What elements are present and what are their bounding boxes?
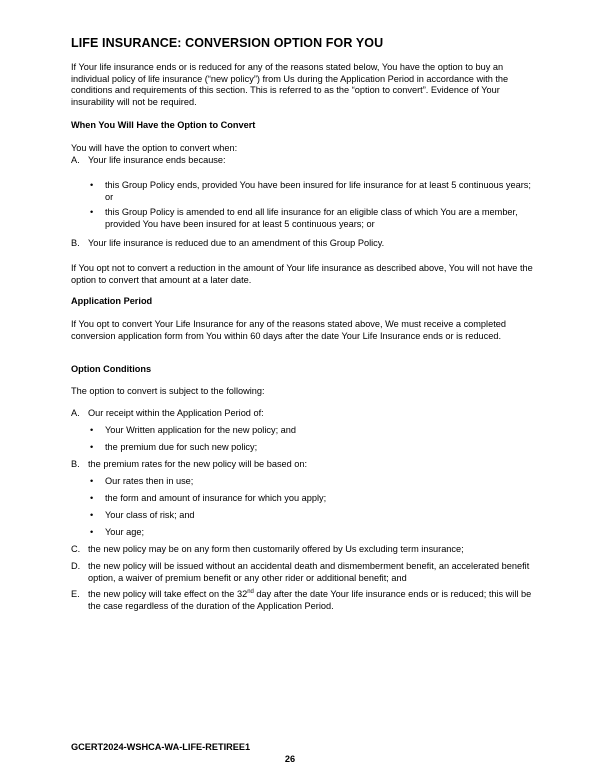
ordinal-suffix: nd: [247, 588, 254, 595]
footer-form-code: GCERT2024-WSHCA-WA-LIFE-RETIREE1: [71, 742, 251, 752]
section-heading-application-period: Application Period: [71, 296, 153, 306]
convert-lead: You will have the option to convert when:: [71, 143, 238, 153]
application-period-text: If You opt to convert Your Life Insurance for any of the reasons stated above, We must receive a completed conversion application form from You within 60 days after the date Your Life Insurance ends or is reduced.: [71, 319, 506, 341]
bullet-text: this Group Policy is amended to end all life insurance for an eligible class of which You are a member, provided You have been insured for at least 5 continuous years; or: [105, 207, 518, 229]
bullet-icon: •: [90, 476, 94, 486]
section-heading-option-conditions: Option Conditions: [71, 364, 152, 374]
conditions-lead: The option to convert is subject to the following:: [71, 386, 265, 396]
bullet-icon: •: [90, 493, 94, 503]
list-label: A.: [71, 155, 80, 165]
bullet-text: Our rates then in use;: [105, 476, 194, 486]
bullet-icon: •: [90, 442, 94, 452]
bullet-text: Your Written application for the new policy; and: [105, 425, 297, 435]
bullet-icon: •: [90, 425, 94, 435]
list-text: Our receipt within the Application Period of:: [88, 408, 264, 418]
intro-paragraph: If Your life insurance ends or is reduced for any of the reasons stated below, You have the option to buy an individual policy of life insurance (“new policy”) from Us during the Application Period in accordance with the conditions and requirements of this section. This is referred to as the “option to convert”. Evidence of Your insurability will not be required.: [71, 62, 509, 107]
bullet-text: the premium due for such new policy;: [105, 442, 258, 452]
bullet-text: Your class of risk; and: [105, 510, 195, 520]
list-label: B.: [71, 238, 80, 248]
page-number: 26: [284, 754, 296, 764]
section-heading-convert: When You Will Have the Option to Convert: [71, 120, 256, 130]
list-text: Your life insurance is reduced due to an amendment of this Group Policy.: [88, 238, 385, 248]
bullet-icon: •: [90, 510, 94, 520]
list-text: [88, 589, 533, 612]
list-text: the new policy will be issued without an accidental death and dismemberment benefit, an accelerated benefit option, a waiver of premium benefit or any other rider or additional benefit; and: [88, 561, 530, 583]
list-label: C.: [71, 544, 81, 554]
e-text-after: day after the date Your life insurance ends or is reduced; this will be the case regardless of the duration of the Application Period.: [88, 589, 532, 611]
e-text-before: the new policy will take effect on the 32: [88, 589, 248, 599]
bullet-icon: •: [90, 527, 94, 537]
bullet-text: this Group Policy ends, provided You have been insured for life insurance for at least 5 continuous years; or: [105, 180, 531, 202]
page-title: LIFE INSURANCE: CONVERSION OPTION FOR YOU: [71, 36, 384, 50]
bullet-icon: •: [90, 207, 94, 217]
list-text: the premium rates for the new policy will be based on:: [88, 459, 308, 469]
list-label: E.: [71, 589, 80, 599]
list-label: A.: [71, 408, 80, 418]
bullet-icon: •: [90, 180, 94, 190]
list-text: the new policy may be on any form then customarily offered by Us excluding term insurance;: [88, 544, 464, 554]
bullet-text: Your age;: [105, 527, 144, 537]
list-label: D.: [71, 561, 81, 571]
list-text: Your life insurance ends because:: [88, 155, 226, 165]
list-label: B.: [71, 459, 80, 469]
convert-note: If You opt not to convert a reduction in the amount of Your life insurance as described above, You will not have the option to convert that amount at a later date.: [71, 263, 533, 285]
bullet-text: the form and amount of insurance for which you apply;: [105, 493, 327, 503]
